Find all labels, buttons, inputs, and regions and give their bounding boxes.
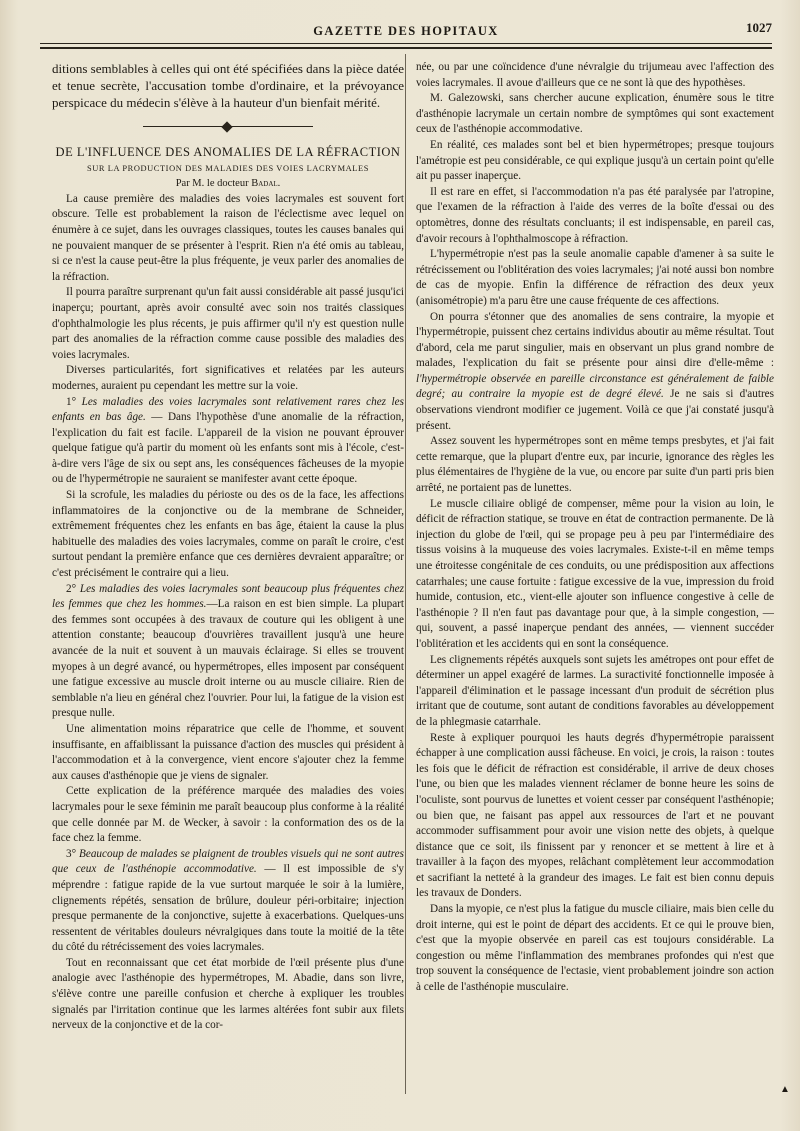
item-body: —La raison en est bien simple. La plupart des femmes sont occupées à des travaux de couture qui les obligent à une attention constante; beaucoup d'ouvrières travaillent jusqu'à une heure avancée de la nuit et souvent à un mauvais éclairage. Si elles se trouvent myopes à un degré avancé, ou hypermétropes, elles imposent par conséquent une fatigue excessive au muscle droit interne ou au muscle ciliaire. Rien de semblable n'a lieu en général chez l'ouvrier. Pour lui, la fatigue de la vision est presque nulle. (52, 598, 404, 720)
article-subtitle: SUR LA PRODUCTION DES MALADIES DES VOIES LACRYMALES (87, 163, 369, 173)
byline-prefix: Par M. le docteur (175, 178, 252, 190)
item-heading: Beaucoup de malades se plaignent de troubles visuels qui ne sont autres que ceux de l'asthénopie accommodative. (52, 847, 404, 876)
item-number: 1° (66, 395, 82, 408)
section-ornament (143, 123, 313, 131)
running-head: GAZETTE DES HOPITAUX (313, 24, 499, 38)
column-divider (405, 54, 406, 1094)
header-rule-thick (40, 47, 772, 49)
paragraph: L'hypermétropie n'est pas la seule anomalie capable d'amener à sa suite le rétrécissement ou l'oblitération des voies lacrymales; j'ai noté aussi bon nombre de cas de myopie. Enfin la différence de réfraction des deux yeux (anisométropie) m'a paru être une cause fréquente de ces affections. (416, 248, 774, 307)
item-number: 2° (66, 582, 80, 595)
paragraph: En réalité, ces malades sont bel et bien hypermétropes; presque toujours l'amétropie est peu considérable, ce qui explique jusqu'à un certain point qu'elle ait pu passer inaperçue. (416, 138, 774, 183)
item-heading: Les maladies des voies lacrymales sont relativement rares chez les enfants en bas âge. (52, 395, 404, 424)
paragraph: La cause première des maladies des voies lacrymales est souvent fort obscure. Telle est probablement la raison de l'éclectisme avec lequel on énumère à ce sujet, dans les ouvrages classiques, toutes les causes banales qui ne pouvaient manquer de se présenter à l'esprit. Rien n'a été omis au tableau, si ce n'est la cause peut-être la plus fréquente, je veux parler des anomalies de la réfraction. (52, 192, 404, 283)
paragraph: M. Galezowski, sans chercher aucune explication, énumère sous le titre d'asthénopie lacrymale un certain nombre de symptômes qui sont exactement ceux de l'asthénopie accommodative. (416, 92, 774, 136)
previous-article-ending: ditions semblables à celles qui ont été spécifiées dans la pièce datée et tenue secrète, l'accusation tombe d'ordinaire, et la prévoyance perspicace du médecin s'élève à la hauteur d'un bienfait mérité. (52, 61, 404, 110)
paragraph: Une alimentation moins réparatrice que celle de l'homme, et souvent insuffisante, en affaiblissant la puissance d'action des muscles qui président à l'accommodation et à la convergence, vient encore s'ajouter chez la femme aux causes d'asthénopie que je viens de signaler. (52, 722, 404, 782)
left-column (52, 60, 404, 1034)
paragraph-numbered-3 (52, 847, 404, 956)
paragraph-numbered-1 (52, 395, 404, 489)
paragraph: Assez souvent les hypermétropes sont en même temps presbytes, et j'ai fait cette remarque, que la plupart d'entre eux, par incurie, ignorance des règles les plus élémentaires de l'hygiène de la vue, ou encore par suite d'un parti pris bien arrêté, ne portaient pas de lunettes. (416, 435, 774, 495)
paragraph-numbered-2 (52, 582, 404, 722)
paragraph: Si la scrofule, les maladies du périoste ou des os de la face, les affections inflammatoires de la conjonctive ou de la membrane de Schneider, extrêmement fréquentes chez les enfants en bas âge, étaient la cause la plus habituelle des maladies des voies lacrymales, comme on paraît le croire, c'est surtout pendant la première enfance que ces dernières devraient apparaître; or c'est précisément le contraire qui a lieu. (52, 489, 404, 580)
paragraph: Reste à expliquer pourquoi les hauts degrés d'hypermétropie paraissent échapper à une complication aussi fâcheuse. En voici, je crois, la raison : toutes les fois que le déficit de réfraction est considérable, il arrive de deux choses l'une, ou bien que les malades viennent réclamer de bonne heure les soins de l'oculiste, sont pourvus de lunettes et voient cesser par conséquent l'asthénopie; ou bien que, ne faisant pas appel aux ressources de l'art et ne pouvant accommoder suffisamment pour avoir une vision nette des objets, à quelque distance que ce soit, ils finissent par y renoncer et se mettent à lire et à travailler à la façon des myopes, relâchant complètement leur accommodation et sacrifiant la netteté à la grandeur des images. Le fait est bien connu depuis les travaux de Donders. (416, 731, 774, 900)
paragraph: Tout en reconnaissant que cet état morbide de l'œil présente plus d'une analogie avec l'asthénopie des hypermétropes, M. Abadie, dans son livre, s'élève contre une pareille confusion et cherche à expliquer les troubles signalés par l'irritation continue que les larmes altérées font subir aux filets nerveux de la conjonctive et de la cor- (52, 956, 404, 1032)
paragraph: Diverses particularités, fort significatives et relatées par les auteurs modernes, auraient pu cependant les mettre sur la voie. (52, 364, 404, 392)
emphasis: l'hypermétropie observée en pareille circonstance est généralement de faible degré; au contraire la myopie est de degré élevé. (416, 372, 774, 401)
page-number: 1027 (746, 20, 772, 35)
paragraph: Les clignements répétés auxquels sont sujets les amétropes ont pour effet de déterminer un appel exagéré de larmes. La suractivité fonctionnelle imposée à l'appareil d'élimination et le passage incessant d'un produit de sécrétion plus irritant que de coutume, sont autant de conditions favorables au développement de la phlegmasie catarrhale. (416, 653, 774, 728)
right-column (416, 60, 774, 996)
item-heading: Les maladies des voies lacrymales sont beaucoup plus fréquentes chez les femmes que chez les hommes. (52, 582, 404, 611)
paragraph: Le muscle ciliaire obligé de compenser, même pour la vision au loin, le déficit de réfraction statique, se trouve en état de contraction permanente. De là injection du globe de l'œil, qui se propage peu à peu par l'intermédiaire des tissus voisins à la muqueuse des voies lacrymales. Existe-t-il en même temps une étroitesse congénitale de ces conduits, ou une prédisposition aux affections catarrhales; une cause fortuite : fatigue excessive de la vue, impression du froid humide, contusion, etc., vient-elle ajouter son influence congestive à celle de l'asthénopie ? Il n'en faut pas davantage pour que, à la simple congestion, — qui, souvent, a passé inaperçue pendant des années, — viennent succéder l'oblitération et les accidents qui en sont la conséquence. (416, 497, 774, 650)
paragraph: Cette explication de la préférence marquée des maladies des voies lacrymales pour le sexe féminin me paraît beaucoup plus conforme à la réalité que celle donnée par M. de Wecker, à savoir : la conformation des os de la face chez la femme. (52, 785, 404, 845)
byline-author: Badal. (251, 178, 281, 190)
item-body: — Il est impossible de s'y méprendre : fatigue rapide de la vue surtout marquée le soir à la lumière, clignements répétés, sensation de brûlure, douleur péri-orbitaire; injection presque permanente de la conjonctive, sujette à exacerbations. Quelques-uns ressentent de véritables douleurs névralgiques dans toute la moitié de la tête du côté du rétrécissement des voies lacrymales. (52, 863, 405, 954)
paragraph: On pourra s'étonner que des anomalies de sens contraire, la myopie et l'hypermétropie, puissent chez certains individus aboutir au même résultat. Tout d'abord, cela me parut singulier, mais en observant un plus grand nombre de malades, l'explication du fait se présente pour ainsi dire d'elle-même : l'hypermétropie observée en pareille circonstance est généralement de faible degré; au contraire la myopie est de degré élevé. Je ne sais si d'autres observations viendront modifier ce jugement. Voilà ce que j'ai constaté jusqu'à présent. (416, 310, 775, 432)
paragraph: Il est rare en effet, si l'accommodation n'a pas été paralysée par l'atropine, que l'examen de la réfraction à l'aide des verres de la boîte d'essai ou des optomètres, donne des résultats concluants; il est indispensable, en pareil cas, d'avoir recours à l'ophthalmoscope à réfraction. (416, 185, 774, 245)
item-body: — Dans l'hypothèse d'une anomalie de la réfraction, l'explication du fait est facile. L'appareil de la vision ne pouvant éprouver quelque fatigue qu'à partir du moment où les enfants sont mis à l'école, c'est-à-dire vers l'âge de six ou sept ans, les conséquences fâcheuses de la myopie ou de l'hypermétropie ne sauraient se manifester avant cette époque. (52, 411, 404, 486)
page-header (40, 20, 772, 40)
paragraph-continued: née, ou par une coïncidence d'une névralgie du trijumeau avec l'affection des voies lacrymales. Il avoue d'ailleurs que ce ne sont là que des hypothèses. (416, 61, 774, 89)
paragraph: Dans la myopie, ce n'est plus la fatigue du muscle ciliaire, mais bien celle du droit interne, qui est le point de départ des accidents. Et ce qui le prouve bien, c'est que la myopie observée en pareil cas est toujours considérable. La congestion ou même l'inflammation des membranes profondes qui n'est que trop souvent la conséquence de l'ectasie, vient probablement joindre son action à celle de l'asthénopie musculaire. (416, 903, 774, 994)
paragraph: Il pourra paraître surprenant qu'un fait aussi considérable ait passé jusqu'ici inaperçu; pourtant, après avoir consulté avec soin nos traités classiques d'ophthalmologie les plus récents, je puis affirmer qu'il n'y est question nulle part des anomalies de la réfraction comme cause possible des maladies des voies lacrymales. (52, 286, 404, 361)
item-number: 3° (66, 847, 80, 860)
article-byline (52, 176, 404, 192)
margin-mark: ▲ (780, 1084, 790, 1095)
header-rule-thin (40, 43, 772, 44)
article-title: DE L'INFLUENCE DES ANOMALIES DE LA RÉFRACTION (55, 145, 401, 159)
